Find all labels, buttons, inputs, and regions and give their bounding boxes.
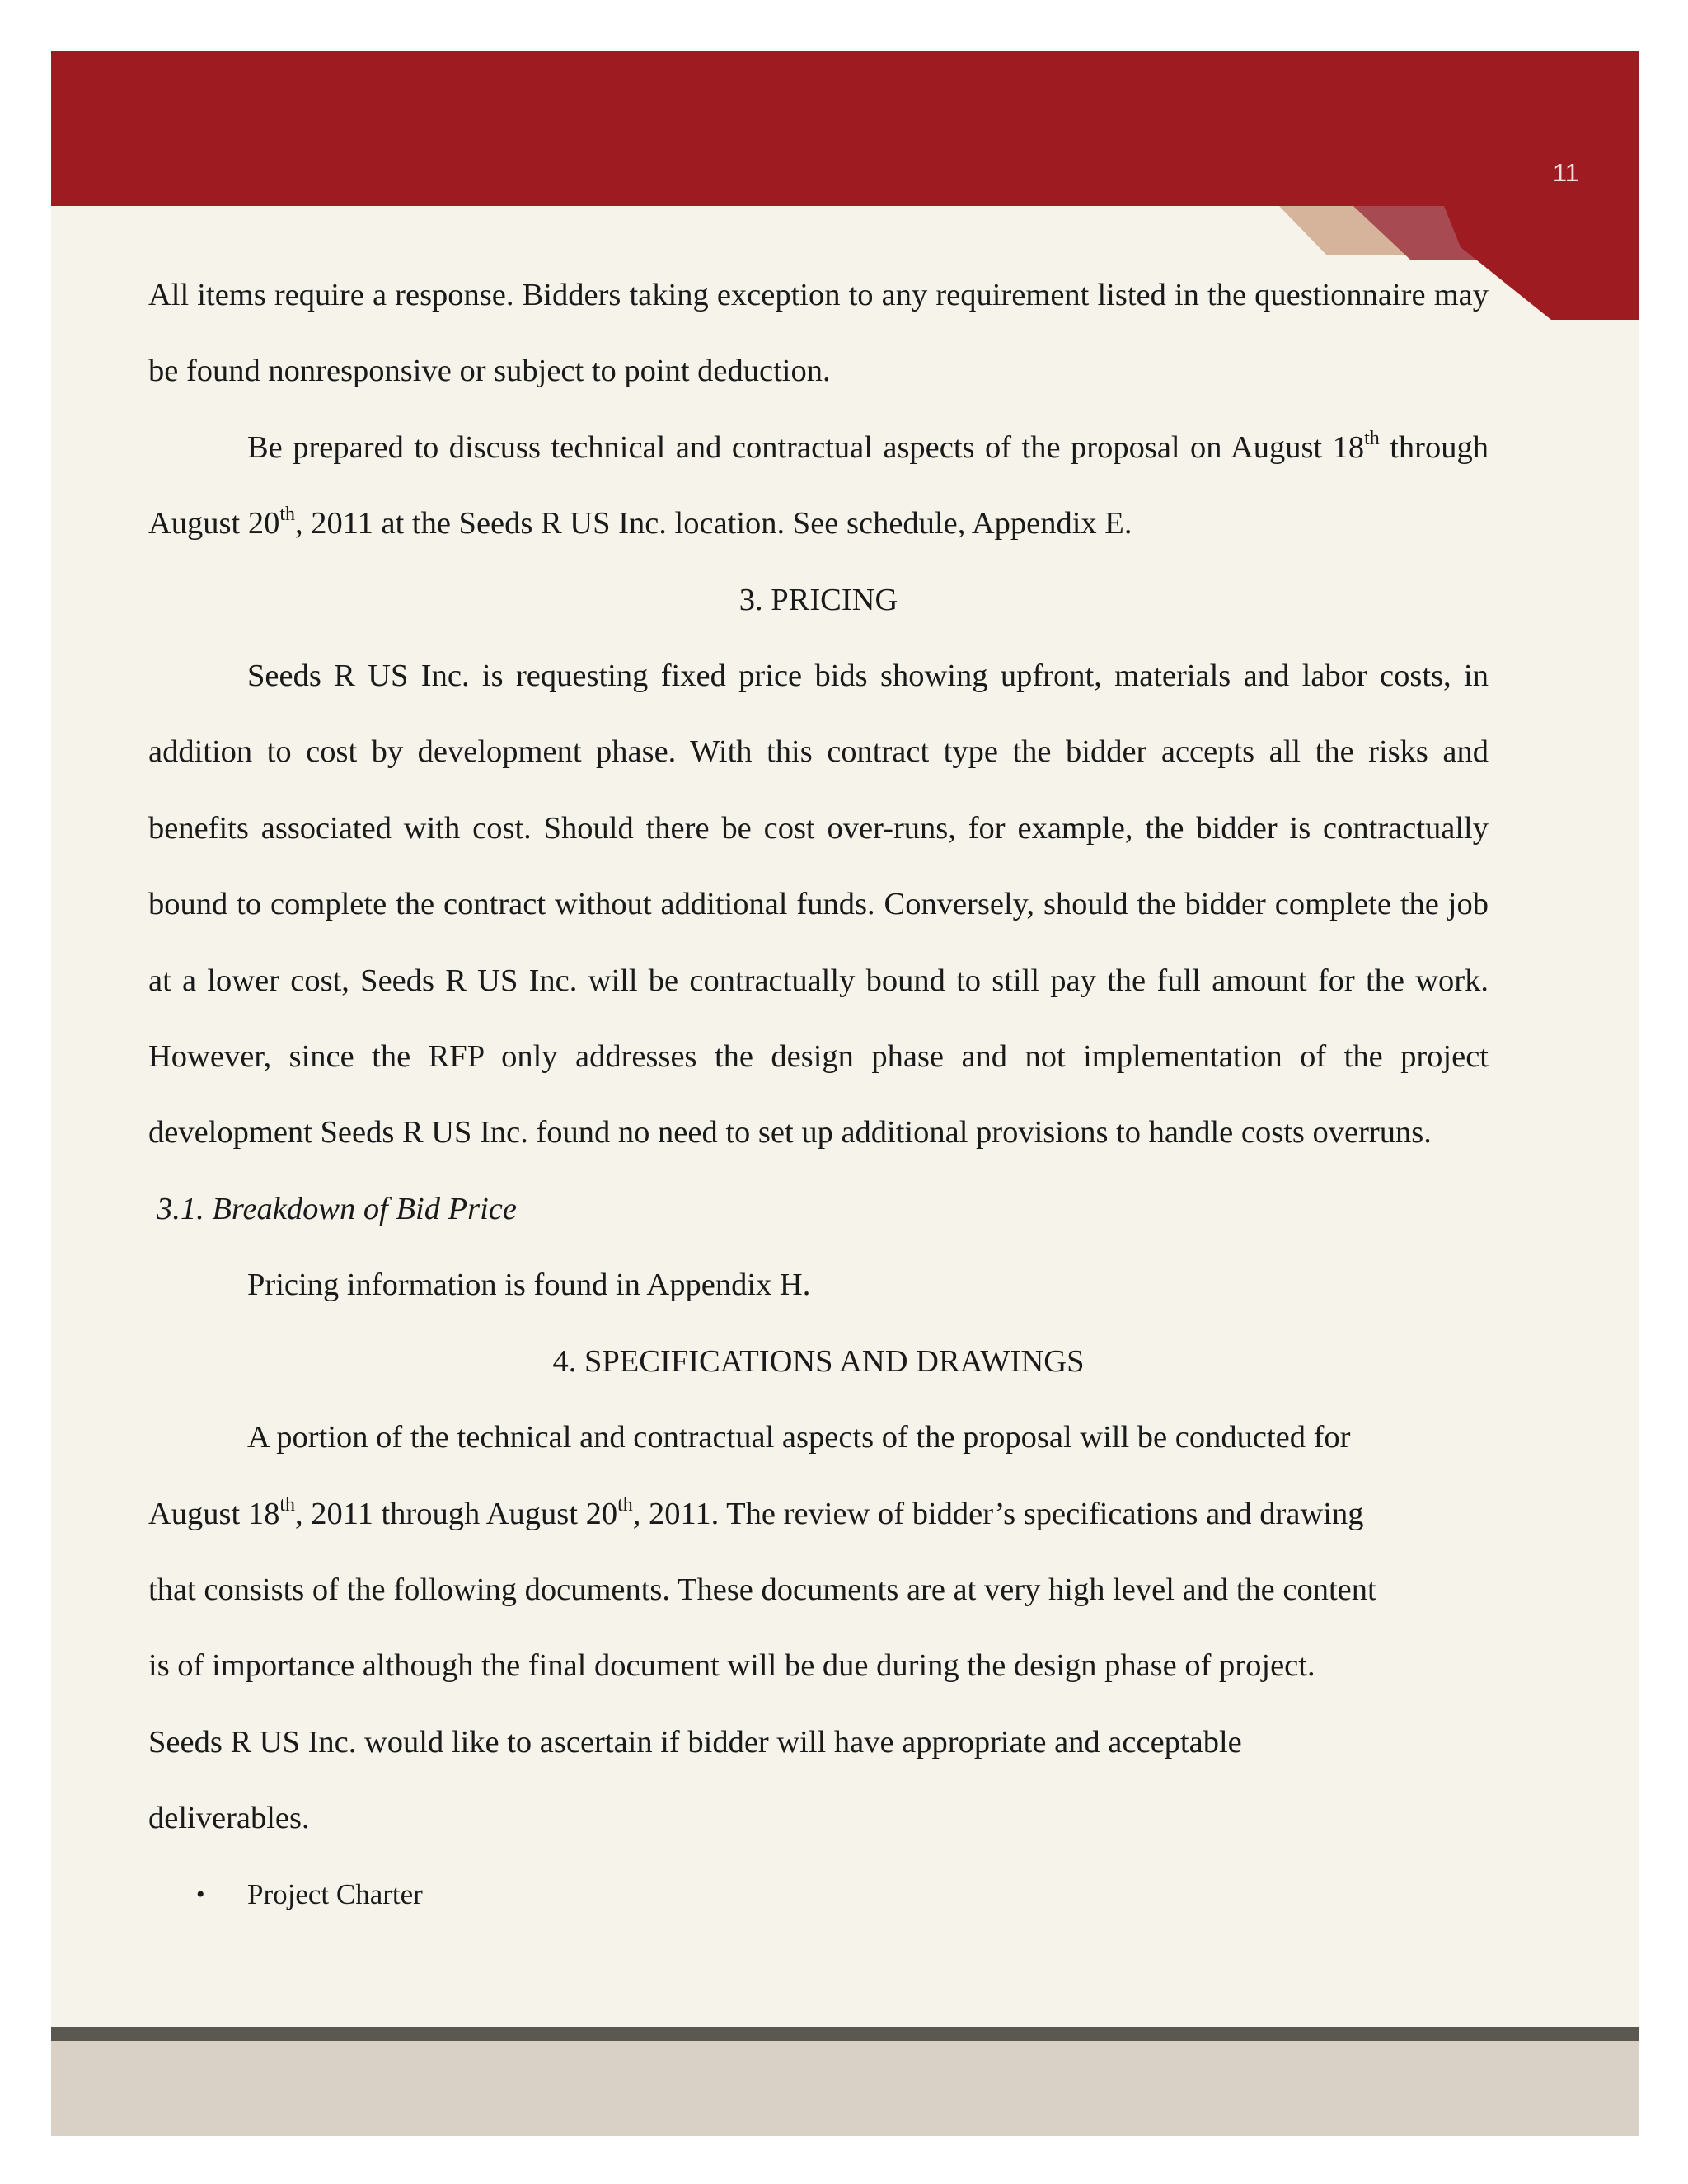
paragraph-specifications: A portion of the technical and contractual aspects of the proposal will be conducted for August 18th, 2011 through August 20th, 2011. The review of bidder’s specifications and drawing that consists of the following documents. These documents are at very high level and the content is of importance although the final document will be due during the design phase of project. Seeds R US Inc. would like to ascertain if bidder will have appropriate and acceptable deliverables. xyxy=(148,1420,1376,1836)
document-body xyxy=(148,257,1489,1933)
paragraph-pricing: Seeds R US Inc. is requesting fixed price bids showing upfront, materials and labor costs, in addition to cost by development phase. With this contract type the bidder accepts all the risks and benefits associated with cost. Should there be cost over-runs, for example, the bidder is contractually bound to complete the contract without additional funds. Conversely, should the bidder complete the job at a lower cost, Seeds R US Inc. will be contractually bound to still pay the full amount for the work. However, since the RFP only addresses the design phase and not implementation of the project development Seeds R US Inc. found no need to set up additional provisions to handle costs overruns. xyxy=(148,658,1489,1151)
page-number: 11 xyxy=(1552,158,1579,187)
bullet-icon: • xyxy=(196,1880,205,1908)
deliverables-list xyxy=(148,1857,1489,1933)
paragraph-discussion-schedule: Be prepared to discuss technical and contractual aspects of the proposal on August 18th through August 20th, 2011 at the Seeds R US Inc. location. See schedule, Appendix E. xyxy=(148,427,1489,541)
list-item: • Project Charter xyxy=(148,1857,1489,1933)
subsection-heading-breakdown: 3.1. Breakdown of Bid Price xyxy=(157,1191,517,1226)
superscript-th: th xyxy=(1364,427,1380,449)
footer-band xyxy=(51,2041,1639,2136)
section-heading-specifications: 4. SPECIFICATIONS AND DRAWINGS xyxy=(552,1343,1085,1379)
superscript-th: th xyxy=(617,1493,633,1516)
header-band xyxy=(51,51,1639,206)
superscript-th: th xyxy=(279,504,296,526)
footer-line xyxy=(51,2027,1639,2041)
paragraph-pricing-info: Pricing information is found in Appendix H. xyxy=(247,1268,811,1303)
superscript-th: th xyxy=(279,1493,296,1516)
paragraph-response-requirement: All items require a response. Bidders taking exception to any requirement listed in the questionnaire may be found nonresponsive or subject to point deduction. xyxy=(148,278,1489,389)
section-heading-pricing: 3. PRICING xyxy=(738,582,898,617)
